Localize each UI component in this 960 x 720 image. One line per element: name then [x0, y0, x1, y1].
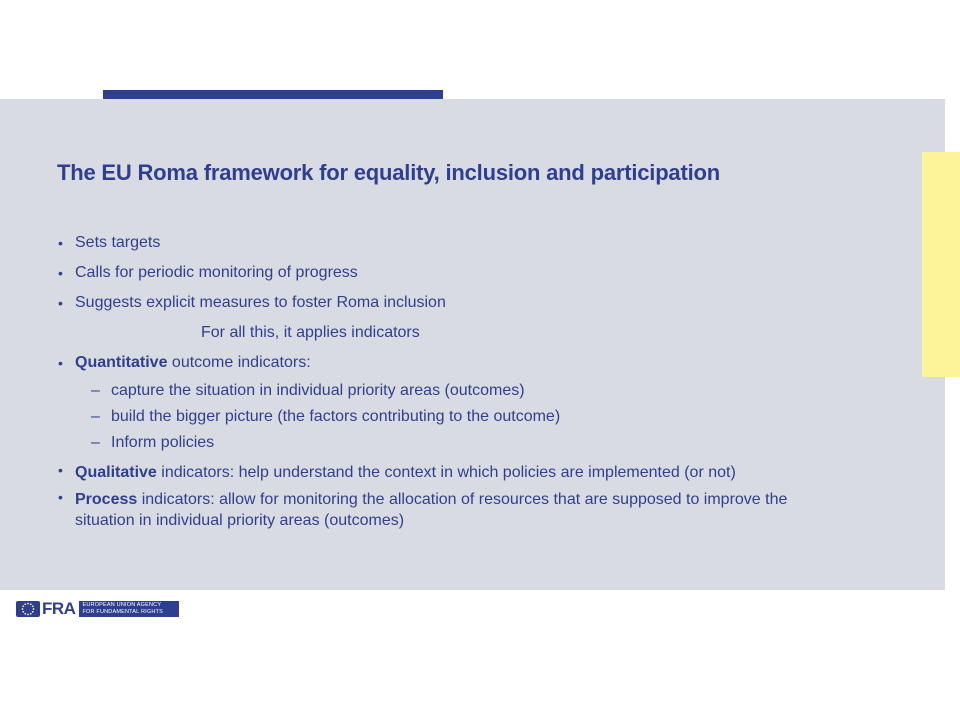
fra-caption: [79, 601, 179, 617]
quantitative-sublist: [75, 378, 837, 456]
dash-glyph: –: [91, 408, 100, 425]
qualitative-label: Qualitative: [75, 464, 157, 481]
sub-item-text: capture the situation in individual priority areas (outcomes): [111, 382, 525, 399]
bullet-glyph: •: [58, 462, 63, 478]
top-accent-bar: [103, 90, 443, 99]
bullet-glyph: •: [58, 295, 63, 311]
fra-logo: [16, 601, 179, 617]
sub-item: [75, 404, 837, 430]
indicator-type-list: [57, 350, 837, 531]
eu-stars-icon: [16, 601, 40, 617]
bullet-item: [57, 230, 837, 256]
sub-item-text: Inform policies: [111, 434, 215, 451]
fra-wordmark: FRA: [42, 599, 76, 618]
bullet-item: [57, 260, 837, 286]
quantitative-label: Quantitative: [75, 354, 168, 371]
quantitative-text: outcome indicators:: [167, 354, 311, 371]
bullet-glyph: •: [58, 265, 63, 281]
sub-item: [75, 430, 837, 456]
qualitative-text: indicators: help understand the context in which policies are implemented (or not): [156, 464, 736, 481]
slide-body: [57, 230, 837, 535]
fra-caption-line: EUROPEAN UNION AGENCY: [82, 602, 162, 608]
process-text: indicators: allow for monitoring the allocation of resources that are supposed to improve the situation in individual priority areas (outcomes): [75, 491, 788, 529]
bullet-text: Suggests explicit measures to foster Roma inclusion: [75, 294, 446, 311]
bullet-item: [57, 290, 837, 316]
dash-glyph: –: [91, 382, 100, 399]
sub-item-text: build the bigger picture (the factors contributing to the outcome): [111, 408, 561, 425]
process-label: Process: [75, 491, 138, 508]
fra-caption-line: FOR FUNDAMENTAL RIGHTS: [82, 609, 163, 615]
bullet-list: [57, 230, 837, 316]
bullet-text: Sets targets: [75, 234, 161, 251]
bullet-glyph: •: [58, 489, 63, 505]
bullet-quantitative: [57, 350, 837, 456]
indicators-note: For all this, it applies indicators: [201, 324, 420, 341]
bullet-glyph: •: [58, 235, 63, 251]
dash-glyph: –: [91, 434, 100, 451]
side-highlight-tab: [922, 152, 960, 377]
bullet-text: Calls for periodic monitoring of progress: [75, 264, 358, 281]
slide-title: The EU Roma framework for equality, inclusion and participation: [57, 160, 720, 185]
bullet-qualitative: [57, 460, 837, 483]
sub-item: [75, 378, 837, 404]
bullet-process: [57, 487, 837, 531]
bullet-glyph: •: [58, 355, 63, 371]
